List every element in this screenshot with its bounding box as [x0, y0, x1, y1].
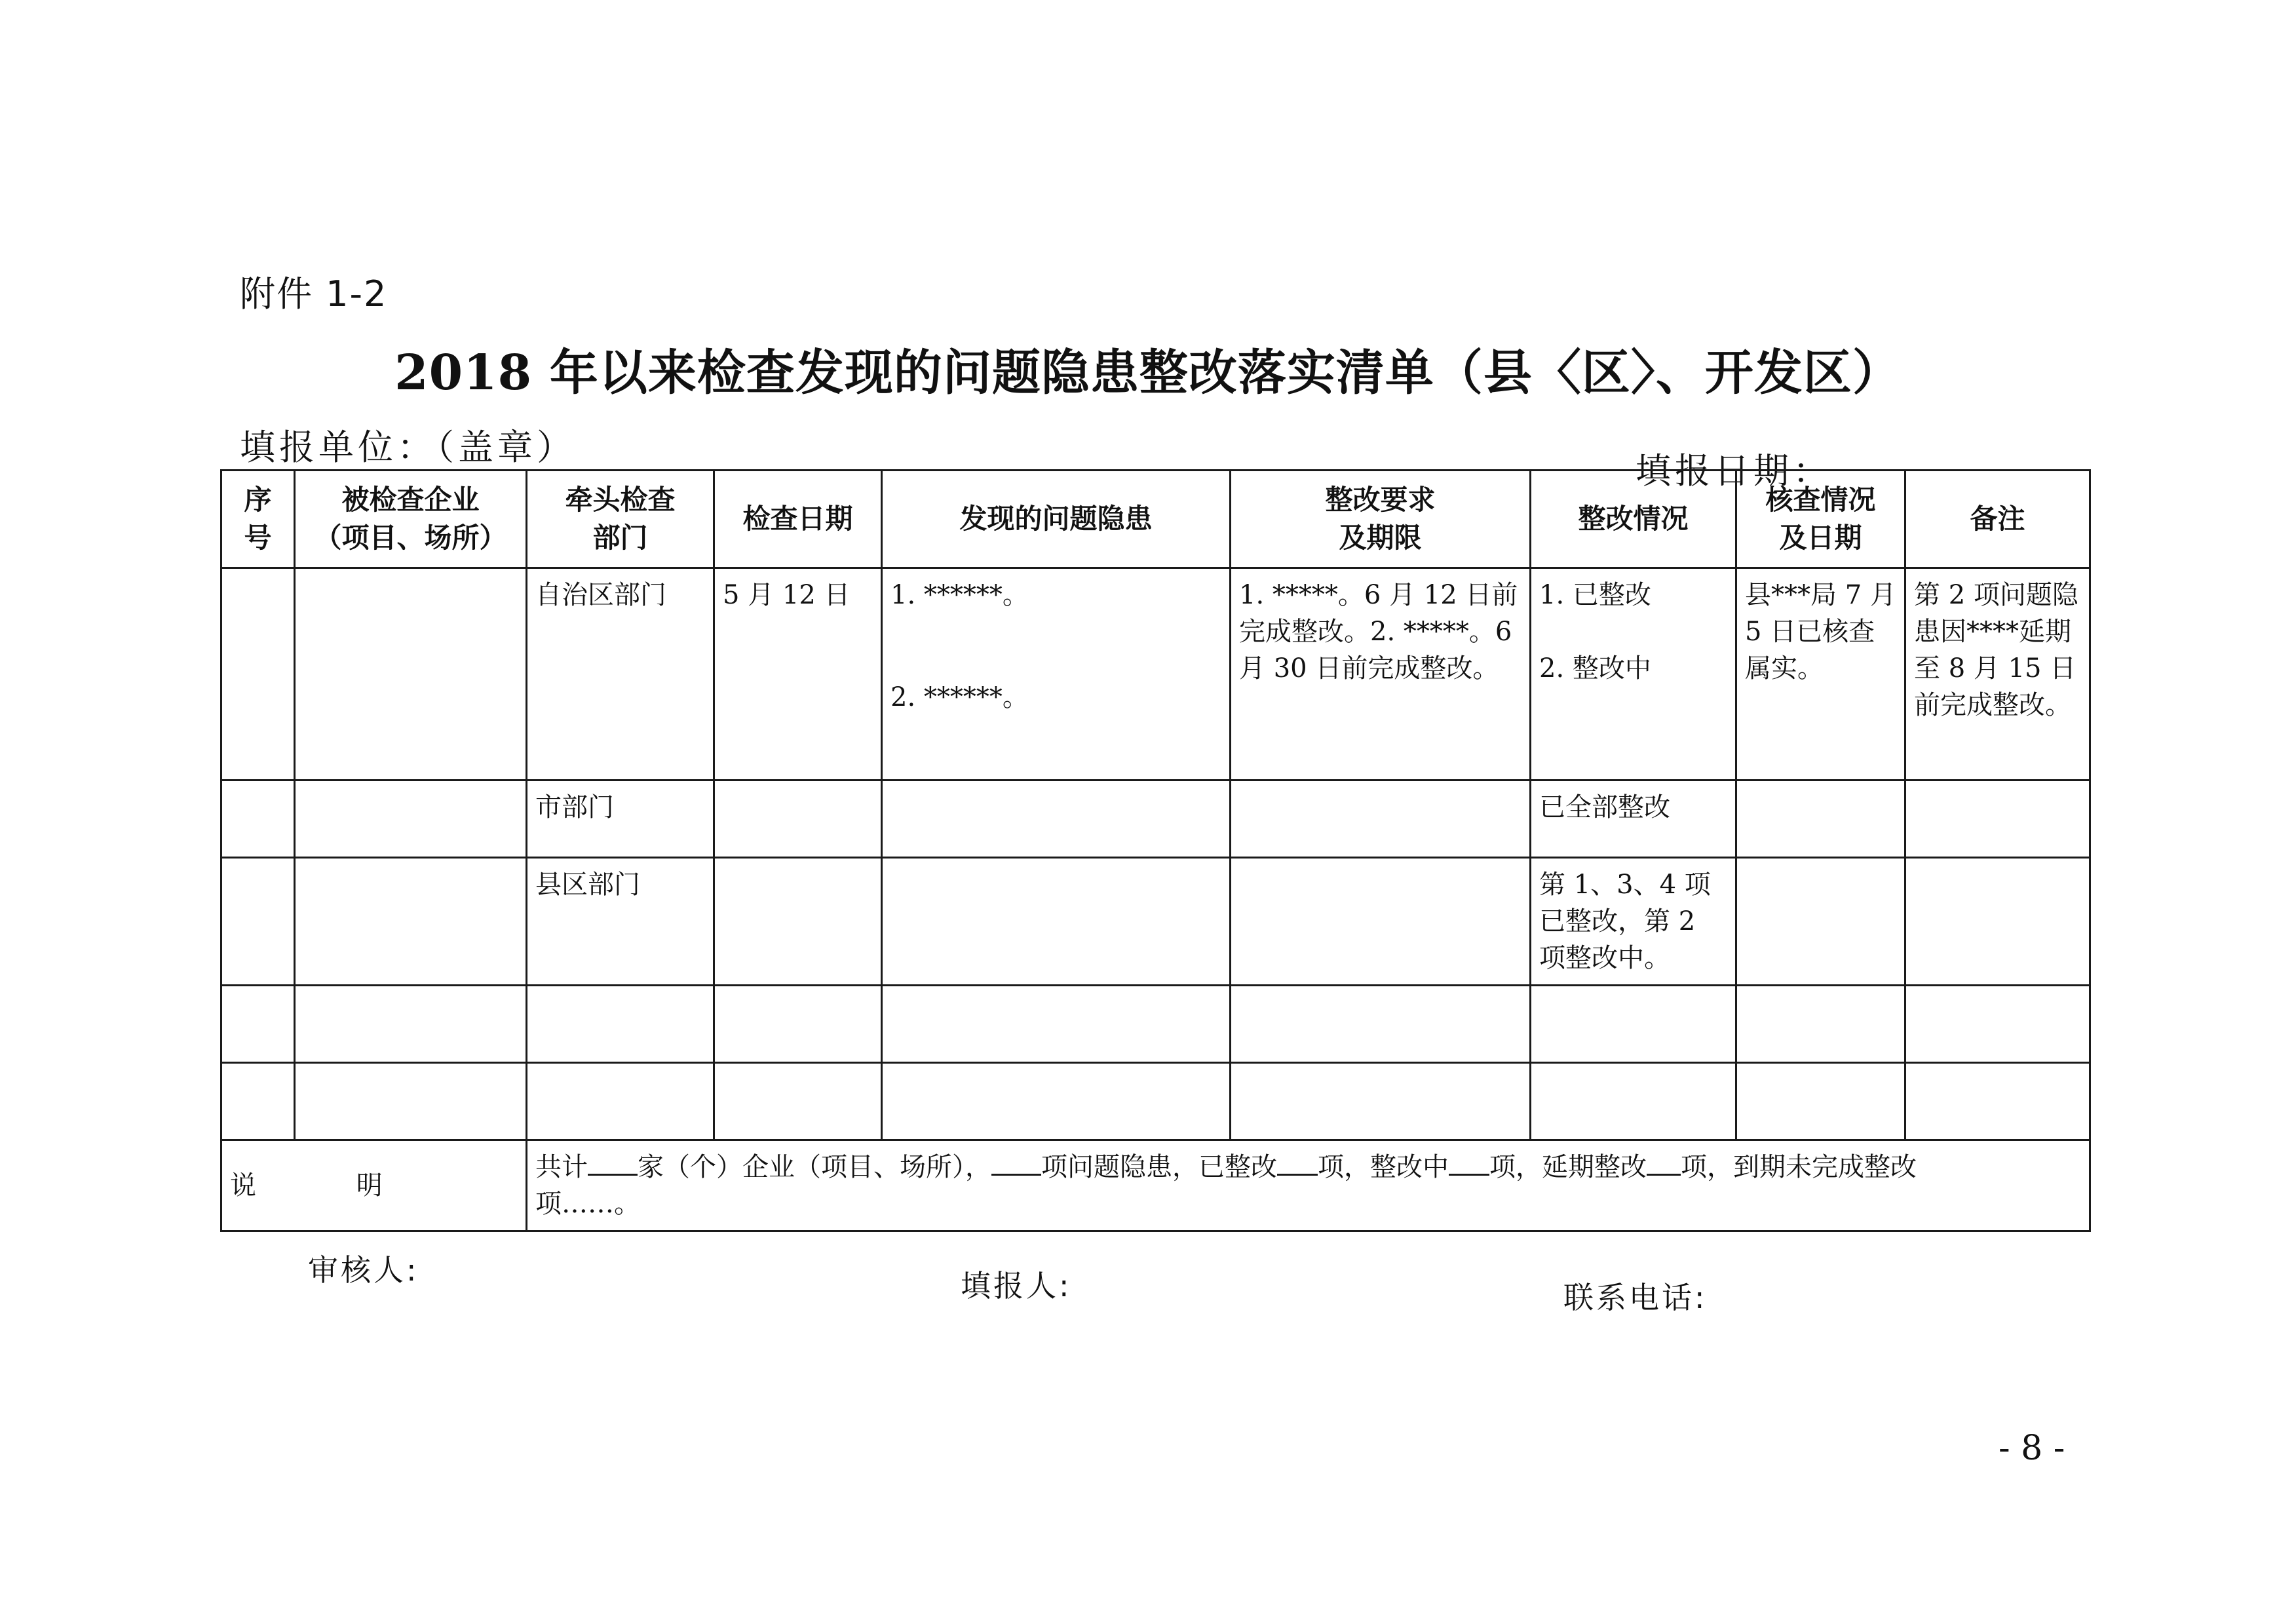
- header-department: 牵头检查 部门: [527, 471, 714, 568]
- fill-date-label: 填报日期：: [1636, 450, 1832, 492]
- cell-check-date: [714, 1063, 882, 1140]
- cell-remarks: [1905, 858, 2090, 986]
- table-row: [221, 858, 2090, 986]
- cell-problems: [882, 1063, 1231, 1140]
- problem-item: 1. ******。: [890, 580, 1029, 610]
- table-row: [221, 1063, 2090, 1140]
- cell-status: [1531, 568, 1736, 781]
- reviewer-label: 审核人:: [308, 1252, 419, 1288]
- header-problems: 发现的问题隐患: [882, 471, 1231, 568]
- cell-remarks: 第 2 项问题隐患因****延期至 8 月 15 日前完成整改。: [1905, 568, 2090, 781]
- attachment-label: 附件 1-2: [240, 273, 388, 315]
- cell-department: [527, 986, 714, 1063]
- cell-status: 第 1、3、4 项已整改，第 2 项整改中。: [1531, 858, 1736, 986]
- header-seq: 序 号: [221, 471, 295, 568]
- header-check-date: 检查日期: [714, 471, 882, 568]
- cell-problems: [882, 568, 1231, 781]
- header-verification: 核查情况 及日期: [1736, 471, 1905, 568]
- cell-remarks: [1905, 986, 2090, 1063]
- cell-check-date: [714, 858, 882, 986]
- page-number: - 8 -: [1999, 1429, 2065, 1468]
- cell-status: [1531, 1063, 1736, 1140]
- cell-department: [527, 1063, 714, 1140]
- cell-seq: [221, 568, 295, 781]
- cell-check-date: [714, 986, 882, 1063]
- cell-requirements: 1. *****。6 月 12 日前完成整改。2. *****。6 月 30 日前完成整改。: [1231, 568, 1531, 781]
- cell-department: 县区部门: [527, 858, 714, 986]
- cell-enterprise: [295, 858, 527, 986]
- cell-enterprise: [295, 568, 527, 781]
- cell-seq: [221, 781, 295, 858]
- filler-label: 填报人:: [961, 1268, 1072, 1303]
- problem-item: 2. ******。: [890, 682, 1029, 712]
- header-remarks: 备注: [1905, 471, 2090, 568]
- note-label: 说 明: [221, 1140, 527, 1231]
- header-status: 整改情况: [1531, 471, 1736, 568]
- header-enterprise: 被检查企业 （项目、场所）: [295, 471, 527, 568]
- cell-verification: [1736, 858, 1905, 986]
- status-item: 2. 整改中: [1539, 653, 1651, 684]
- fill-unit-label: 填报单位：（盖章）: [240, 427, 576, 468]
- cell-status: [1531, 986, 1736, 1063]
- table-row: [221, 986, 2090, 1063]
- rectification-table: [220, 469, 2091, 1232]
- table-header-row: [221, 471, 2090, 568]
- cell-requirements: [1231, 858, 1531, 986]
- cell-verification: [1736, 1063, 1905, 1140]
- table-row: [221, 568, 2090, 781]
- cell-problems: [882, 858, 1231, 986]
- cell-enterprise: [295, 781, 527, 858]
- cell-department: 自治区部门: [527, 568, 714, 781]
- cell-check-date: [714, 781, 882, 858]
- cell-requirements: [1231, 986, 1531, 1063]
- cell-seq: [221, 986, 295, 1063]
- cell-problems: [882, 781, 1231, 858]
- header-requirements: 整改要求 及期限: [1231, 471, 1531, 568]
- cell-status: 已全部整改: [1531, 781, 1736, 858]
- cell-check-date: 5 月 12 日: [714, 568, 882, 781]
- cell-verification: [1736, 986, 1905, 1063]
- cell-enterprise: [295, 1063, 527, 1140]
- cell-remarks: [1905, 1063, 2090, 1140]
- cell-problems: [882, 986, 1231, 1063]
- phone-label: 联系电话:: [1563, 1280, 1708, 1315]
- note-text: 共计 家（个）企业（项目、场所）， 项问题隐患，已整改 项，整改中 项，延期整改 项，到期未完成整改项……。: [527, 1140, 2090, 1231]
- cell-verification: [1736, 781, 1905, 858]
- status-item: 1. 已整改: [1539, 580, 1651, 610]
- cell-verification: 县***局 7 月 5 日已核查属实。: [1736, 568, 1905, 781]
- cell-remarks: [1905, 781, 2090, 858]
- cell-department: 市部门: [527, 781, 714, 858]
- note-row: [221, 1140, 2090, 1231]
- cell-requirements: [1231, 781, 1531, 858]
- table-row: [221, 781, 2090, 858]
- cell-seq: [221, 1063, 295, 1140]
- cell-requirements: [1231, 1063, 1531, 1140]
- document-title: 2018 年以来检查发现的问题隐患整改落实清单（县〈区〉、开发区）: [394, 345, 1902, 401]
- cell-enterprise: [295, 986, 527, 1063]
- cell-seq: [221, 858, 295, 986]
